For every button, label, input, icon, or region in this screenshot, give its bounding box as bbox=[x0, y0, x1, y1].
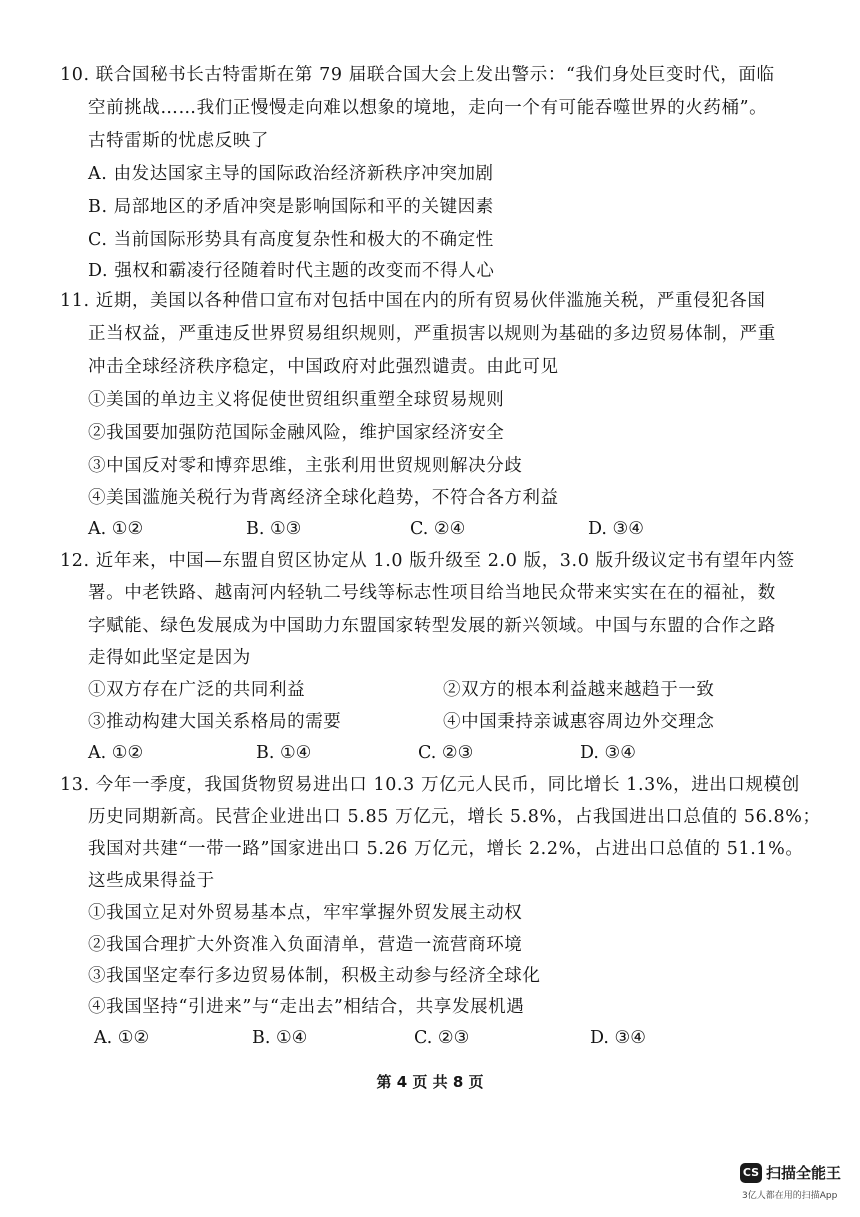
q11-statement-4: ④美国滥施关税行为背离经济全球化趋势，不符合各方利益 bbox=[88, 488, 559, 508]
q12-statement-3: ③推动构建大国关系格局的需要 bbox=[88, 712, 342, 732]
q10-option-b: B. 局部地区的矛盾冲突是影响国际和平的关键因素 bbox=[88, 197, 494, 217]
q12-stem-line: 走得如此坚定是因为 bbox=[88, 648, 251, 668]
q12-answer-b: B. ①④ bbox=[256, 743, 312, 763]
q12-statement-4: ④中国秉持亲诚惠容周边外交理念 bbox=[443, 712, 715, 732]
camscanner-logo-icon: CS bbox=[740, 1163, 762, 1183]
q12-statement-2: ②双方的根本利益越来越趋于一致 bbox=[443, 680, 715, 700]
q13-stem-line: 这些成果得益于 bbox=[88, 871, 215, 891]
q13-statement-3: ③我国坚定奉行多边贸易体制，积极主动参与经济全球化 bbox=[88, 966, 541, 986]
q13-answer-b: B. ①④ bbox=[252, 1028, 308, 1048]
q11-answer-c: C. ②④ bbox=[410, 519, 466, 539]
q13-answer-c: C. ②③ bbox=[414, 1028, 470, 1048]
q11-answer-b: B. ①③ bbox=[246, 519, 302, 539]
q10-stem-line: 空前挑战……我们正慢慢走向难以想象的境地，走向一个有可能吞噬世界的火药桶”。 bbox=[88, 98, 768, 118]
q12-stem-line: 字赋能、绿色发展成为中国助力东盟国家转型发展的新兴领域。中国与东盟的合作之路 bbox=[88, 616, 776, 636]
q11-stem-line: 11. 近期，美国以各种借口宣布对包括中国在内的所有贸易伙伴滥施关税，严重侵犯各国 bbox=[60, 291, 766, 311]
q11-answer-a: A. ①② bbox=[88, 519, 144, 539]
q11-stem-line: 正当权益，严重违反世界贸易组织规则，严重损害以规则为基础的多边贸易体制，严重 bbox=[88, 324, 776, 344]
scanner-tagline: 3亿人都在用的扫描App bbox=[742, 1191, 838, 1201]
q13-stem-line: 我国对共建“一带一路”国家进出口 5.26 万亿元，增长 2.2%，占进出口总值的 51.1%。 bbox=[88, 839, 804, 859]
q12-stem-line: 12. 近年来，中国—东盟自贸区协定从 1.0 版升级至 2.0 版，3.0 版升级议定书有望年内签 bbox=[60, 551, 795, 571]
q10-option-d: D. 强权和霸凌行径随着时代主题的改变而不得人心 bbox=[88, 261, 495, 281]
q13-statement-2: ②我国合理扩大外资准入负面清单，营造一流营商环境 bbox=[88, 935, 523, 955]
q11-stem-line: 冲击全球经济秩序稳定，中国政府对此强烈谴责。由此可见 bbox=[88, 357, 559, 377]
q12-statement-1: ①双方存在广泛的共同利益 bbox=[88, 680, 306, 700]
q10-stem-line: 10. 联合国秘书长古特雷斯在第 79 届联合国大会上发出警示：“我们身处巨变时代，面临 bbox=[60, 65, 775, 85]
q11-statement-3: ③中国反对零和博弈思维，主张利用世贸规则解决分歧 bbox=[88, 456, 523, 476]
q12-answer-c: C. ②③ bbox=[418, 743, 474, 763]
q12-answer-a: A. ①② bbox=[88, 743, 144, 763]
q13-statement-1: ①我国立足对外贸易基本点，牢牢掌握外贸发展主动权 bbox=[88, 903, 523, 923]
q13-stem-line: 历史同期新高。民营企业进出口 5.85 万亿元，增长 5.8%，占我国进出口总值的 56.8%； bbox=[88, 807, 821, 827]
q13-answer-d: D. ③④ bbox=[590, 1028, 646, 1048]
q10-option-a: A. 由发达国家主导的国际政治经济新秩序冲突加剧 bbox=[88, 164, 494, 184]
q13-stem-line: 13. 今年一季度，我国货物贸易进出口 10.3 万亿元人民币，同比增长 1.3%，进出口规模创 bbox=[60, 775, 800, 795]
q13-answer-a: A. ①② bbox=[94, 1028, 150, 1048]
q12-stem-line: 署。中老铁路、越南河内轻轨二号线等标志性项目给当地民众带来实实在在的福祉，数 bbox=[88, 583, 776, 603]
q11-statement-2: ②我国要加强防范国际金融风险，维护国家经济安全 bbox=[88, 423, 505, 443]
q10-stem-line: 古特雷斯的忧虑反映了 bbox=[88, 131, 269, 151]
q11-statement-1: ①美国的单边主义将促使世贸组织重塑全球贸易规则 bbox=[88, 390, 505, 410]
scanner-app-name: 扫描全能王 bbox=[766, 1164, 842, 1182]
q13-statement-4: ④我国坚持“引进来”与“走出去”相结合，共享发展机遇 bbox=[88, 997, 525, 1017]
q12-answer-d: D. ③④ bbox=[580, 743, 636, 763]
page-number: 第 4 页 共 8 页 bbox=[376, 1073, 484, 1091]
q11-answer-d: D. ③④ bbox=[588, 519, 644, 539]
q10-option-c: C. 当前国际形势具有高度复杂性和极大的不确定性 bbox=[88, 230, 494, 250]
